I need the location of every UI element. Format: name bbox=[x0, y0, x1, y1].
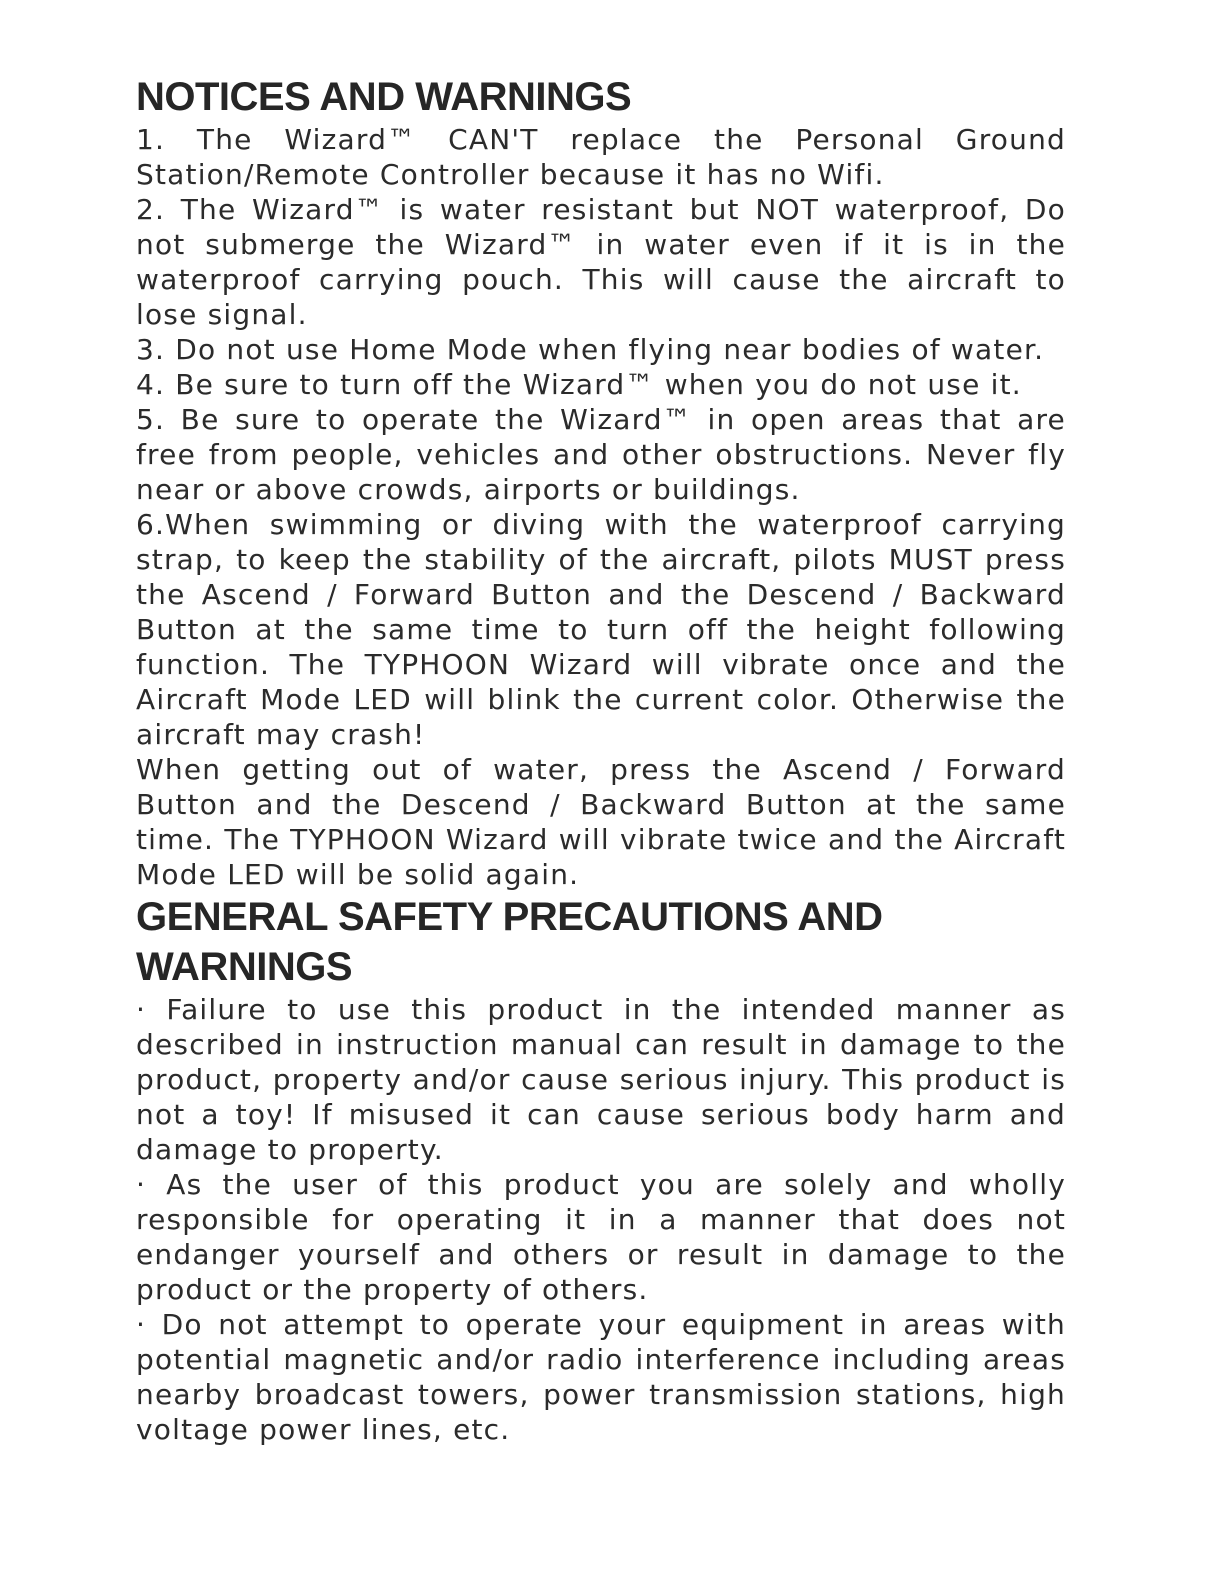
notice-item-1: 1. The Wizard™ CAN'T replace the Personal Ground Station/Remote Controller because it has no Wifi. bbox=[136, 123, 1066, 191]
safety-item-3: · Do not attempt to operate your equipment in areas with potential magnetic and/or radio interference including areas nearby broadcast towers, power transmission stations, high voltage power lines, etc. bbox=[136, 1308, 1066, 1446]
safety-heading: GENERAL SAFETY PRECAUTIONS AND WARNINGS bbox=[136, 895, 883, 989]
manual-page bbox=[136, 72, 1066, 1447]
safety-item-1: · Failure to use this product in the intended manner as described in instruction manual can result in damage to the product, property and/or cause serious injury. This product is not a toy! If misused it can cause serious body harm and damage to property. bbox=[136, 993, 1066, 1166]
notice-item-4: 4. Be sure to turn off the Wizard™ when you do not use it. bbox=[136, 368, 1022, 401]
safety-item-2: · As the user of this product you are solely and wholly responsible for operating it in a manner that does not endanger yourself and others or result in damage to the product or the property of others. bbox=[136, 1168, 1066, 1306]
notice-item-6-continued: When getting out of water, press the Ascend / Forward Button and the Descend / Backward Button at the same time. The TYPHOON Wizard will vibrate twice and the Aircraft Mode LED will be solid again. bbox=[136, 753, 1066, 891]
notice-item-6: 6.When swimming or diving with the waterproof carrying strap, to keep the stability of the aircraft, pilots MUST press the Ascend / Forward Button and the Descend / Backward Button at the same time to turn off the height following function. The TYPHOON Wizard will vibrate once and the Aircraft Mode LED will blink the current color. Otherwise the aircraft may crash! bbox=[136, 508, 1066, 751]
notice-item-2: 2. The Wizard™ is water resistant but NOT waterproof, Do not submerge the Wizard™ in water even if it is in the waterproof carrying pouch. This will cause the aircraft to lose signal. bbox=[136, 193, 1066, 331]
notice-item-3: 3. Do not use Home Mode when flying near bodies of water. bbox=[136, 333, 1045, 366]
notice-item-5: 5. Be sure to operate the Wizard™ in open areas that are free from people, vehicles and other obstructions. Never fly near or above crowds, airports or buildings. bbox=[136, 403, 1066, 506]
notices-heading: NOTICES AND WARNINGS bbox=[136, 75, 632, 119]
